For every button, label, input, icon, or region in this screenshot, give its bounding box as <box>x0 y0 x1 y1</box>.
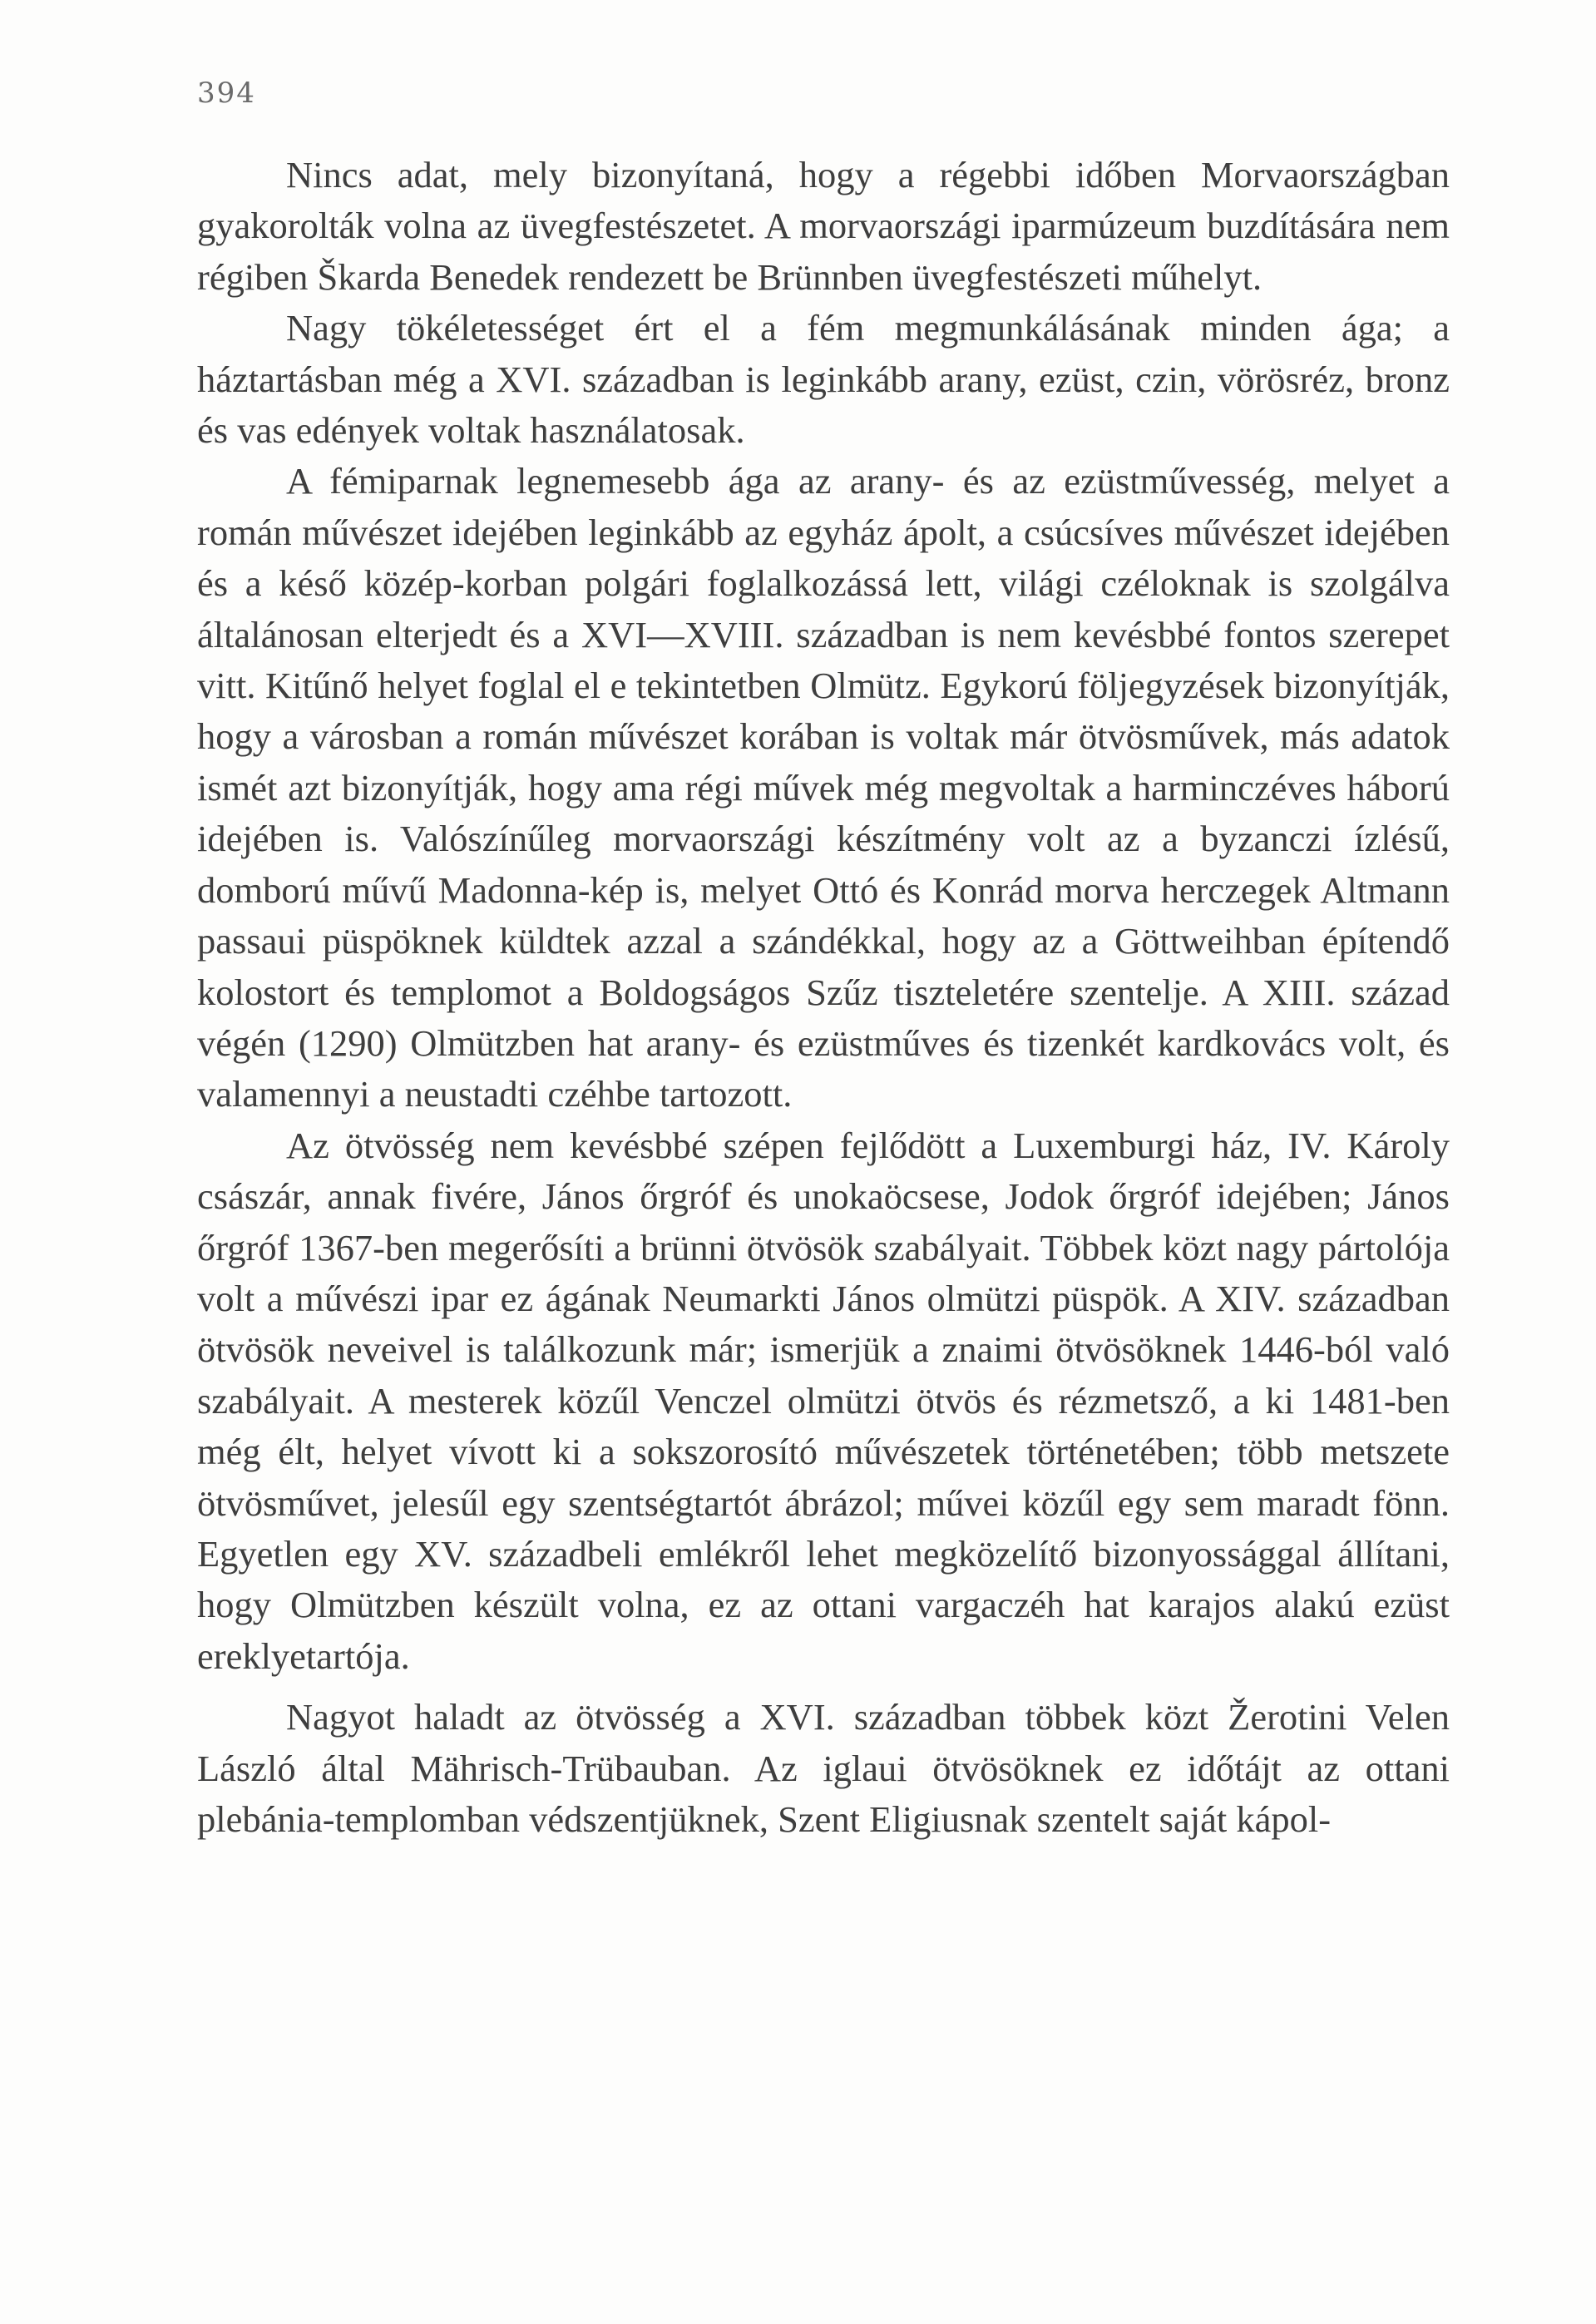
paragraph-sixteenth-century: Nagyot haladt az ötvösség a XVI. században többek közt Žerotini Velen László által Mährisch-Trübauban. Az iglaui ötvösöknek ez időtájt az ottani plebánia-templomban védszentjüknek, Szent Eligiusnak szentelt saját kápol- <box>197 1696 1450 1840</box>
paragraph-glass-painting: Nincs adat, mely bizonyítaná, hogy a régebbi időben Morvaországban gyakorolták volna az üvegfestészetet. A morvaországi iparmúzeum buzdítására nem régiben Škarda Benedek rendezett be Brünnben üvegfestészeti műhelyt. <box>197 154 1450 298</box>
paragraph-metalwork: Nagy tökéletességet ért el a fém megmunkálásának minden ága; a háztartásban még a XVI. században is leginkább arany, ezüst, czin, vörösréz, bronz és vas edények voltak használatosak. <box>197 307 1450 452</box>
paragraph-luxembourg-era: Az ötvösség nem kevésbbé szépen fejlődött a Luxemburgi ház, IV. Károly császár, annak fivére, János őrgróf és unokaöcsese, Jodok őrgróf idejében; János őrgróf 1367-ben megerősíti a brünni ötvösök szabályait. Többek közt nagy pártolója volt a művészi ipar ez ágának Neumarkti János olmützi püspök. A XIV. században ötvösök neveivel is találkozunk már; ismerjük a znaimi ötvösöknek 1446-ból való szabályait. A mesterek közűl Venczel olmützi ötvös és rézmetsző, a ki 1481-ben még élt, helyet vívott ki a sokszorosító művészetek történetében; több metszete ötvösművet, jelesűl egy szentségtartót ábrázol; művei közűl egy sem maradt fönn. Egyetlen egy XV. századbeli emlékről lehet megközelítő bizonyossággal állítani, hogy Olmützben készült volna, ez az ottani vargaczéh hat karajos alakú ezüst ereklyetartója. <box>197 1124 1450 1677</box>
page-number: 394 <box>197 77 256 110</box>
body-text <box>197 150 1450 1845</box>
paragraph-goldsmithing: A fémiparnak legnemesebb ága az arany- és az ezüstművesség, melyet a román művészet idejében leginkább az egyház ápolt, a csúcsíves művészet idejében és a késő közép-korban polgári foglalkozássá lett, világi czéloknak is szolgálva általánosan elterjedt és a XVI—XVIII. században is nem kevésbbé fontos szerepet vitt. Kitűnő helyet foglal el e tekintetben Olmütz. Egykorú följegyzések bizonyítják, hogy a városban a román művészet korában is voltak már ötvösművek, más adatok ismét azt bizonyítják, hogy ama régi művek még megvoltak a harminczéves háború idejében is. Valószínűleg morvaországi készítmény volt az a byzanczi ízlésű, domború művű Madonna-kép is, melyet Ottó és Konrád morva herczegek Altmann passaui püspöknek küldtek azzal a szándékkal, hogy az a Göttweihban építendő kolostort és templomot a Boldogságos Szűz tiszteletére szentelje. A XIII. század végén (1290) Olmützben hat arany- és ezüstműves és tizenkét kardkovács volt, és valamennyi a neustadti czéhbe tartozott. <box>197 460 1450 1115</box>
